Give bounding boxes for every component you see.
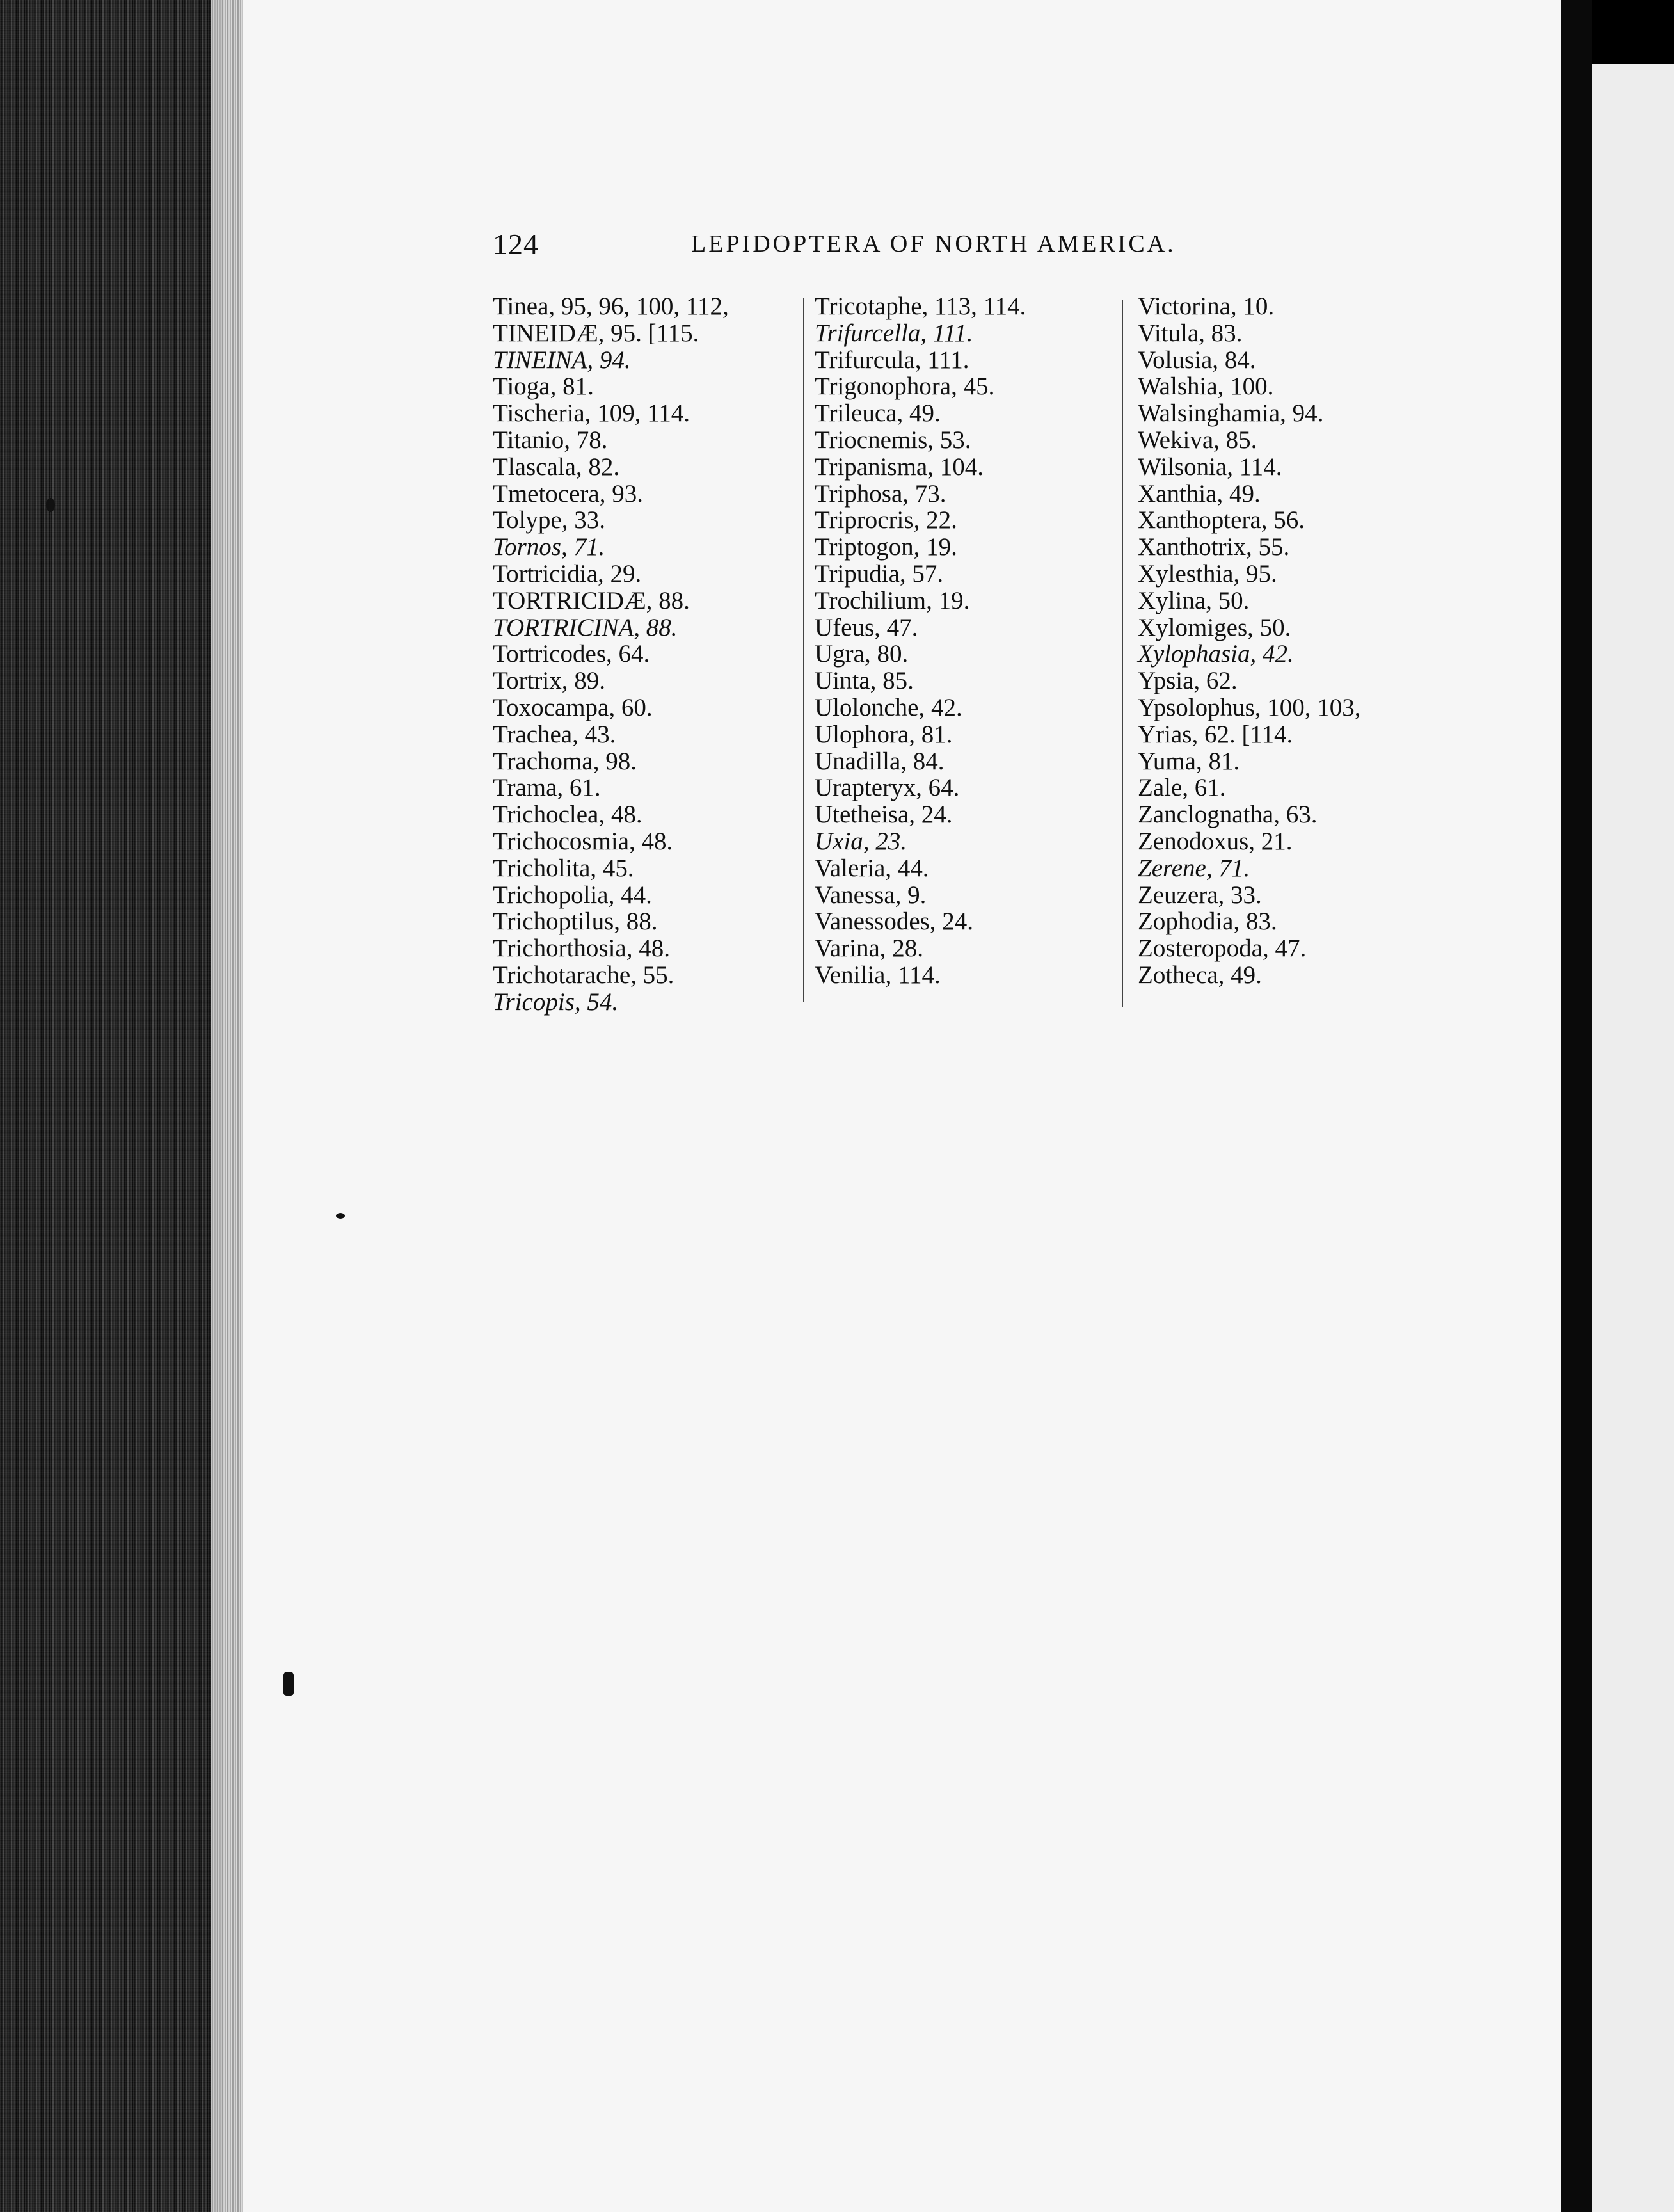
index-entry: Victorina, 10.	[1138, 293, 1275, 320]
index-entry: Uxia, 23.	[815, 827, 907, 855]
index-entry: Titanio, 78.	[493, 426, 608, 454]
page-number: 124	[493, 228, 539, 260]
page-header	[493, 227, 1229, 266]
index-entry: Walshia, 100.	[1138, 373, 1274, 401]
gutter-shadow	[1561, 0, 1592, 2212]
index-entry: Unadilla, 84.	[815, 747, 945, 775]
index-entry: TORTRICINA, 88.	[493, 613, 678, 641]
index-entry: Venilia, 114.	[815, 961, 941, 989]
scan-speck	[336, 1213, 345, 1219]
index-entry: Trifurcella, 111.	[815, 319, 973, 347]
index-entry: Xanthoptera, 56.	[1138, 506, 1305, 534]
index-entry: Zanclognatha, 63.	[1138, 801, 1318, 829]
index-entry: Zophodia, 83.	[1138, 908, 1277, 936]
index-entry: Tioga, 81.	[493, 373, 594, 401]
index-column-1	[493, 293, 800, 1016]
index-entry: Tricholita, 45.	[493, 854, 634, 882]
index-entry: Trachoma, 98.	[493, 747, 637, 775]
index-entry: Tortricodes, 64.	[493, 640, 650, 668]
index-entry: Trochilium, 19.	[815, 586, 970, 614]
index-entry: Tinea, 95, 96, 100, 112,	[493, 293, 729, 320]
index-entry: Ulophora, 81.	[815, 720, 953, 748]
index-entry: TINEIDÆ, 95. [115.	[493, 319, 699, 347]
index-entry: Yrias, 62. [114.	[1138, 720, 1293, 748]
index-entry: Zosteropoda, 47.	[1138, 934, 1307, 963]
index-entry: Wekiva, 85.	[1138, 426, 1257, 454]
index-column-3	[1138, 293, 1426, 989]
index-entry: Zenodoxus, 21.	[1138, 827, 1293, 855]
index-entry: Urapteryx, 64.	[815, 774, 960, 802]
index-entry: Trichotarache, 55.	[493, 961, 674, 989]
index-entry: Tortricidia, 29.	[493, 559, 642, 588]
index-entry: Trichopolia, 44.	[493, 881, 652, 909]
index-entry: Trama, 61.	[493, 774, 601, 802]
index-entry: Trifurcula, 111.	[815, 346, 969, 374]
index-entry: Tripudia, 57.	[815, 559, 944, 588]
column-rule	[803, 298, 804, 1002]
index-entry: Xylesthia, 95.	[1138, 559, 1277, 588]
index-entry: Zotheca, 49.	[1138, 961, 1262, 989]
index-entry: Yuma, 81.	[1138, 747, 1240, 775]
page-edges	[211, 0, 243, 2212]
book-spine	[0, 0, 211, 2212]
index-entry: Vanessa, 9.	[815, 881, 927, 909]
index-entry: TORTRICIDÆ, 88.	[493, 586, 690, 614]
index-entry: Valeria, 44.	[815, 854, 929, 882]
index-entry: Triocnemis, 53.	[815, 426, 971, 454]
index-entry: Trigonophora, 45.	[815, 373, 995, 401]
index-entry: Triprocris, 22.	[815, 506, 957, 534]
index-entry: Tolype, 33.	[493, 506, 605, 534]
index-entry: Ypsolophus, 100, 103,	[1138, 693, 1361, 721]
index-entry: Vanessodes, 24.	[815, 908, 974, 936]
index-entry: Varina, 28.	[815, 934, 924, 963]
index-entry: Wilsonia, 114.	[1138, 453, 1282, 481]
scan-speck	[46, 498, 55, 512]
index-entry: Tlascala, 82.	[493, 453, 620, 481]
index-entry: Xylina, 50.	[1138, 586, 1250, 614]
column-rule	[1122, 300, 1123, 1007]
index-entry: Zeuzera, 33.	[1138, 881, 1262, 909]
running-title: LEPIDOPTERA OF NORTH AMERICA.	[691, 230, 1176, 257]
index-entry: Walsinghamia, 94.	[1138, 399, 1324, 428]
index-entry: Trichoptilus, 88.	[493, 908, 658, 936]
index-entry: Ugra, 80.	[815, 640, 909, 668]
index-entry: Trileuca, 49.	[815, 399, 941, 428]
index-entry: Xylophasia, 42.	[1138, 640, 1294, 668]
index-entry: Triphosa, 73.	[815, 479, 946, 508]
index-entry: Tricotaphe, 113, 114.	[815, 293, 1026, 320]
index-entry: Xanthia, 49.	[1138, 479, 1261, 508]
index-entry: Utetheisa, 24.	[815, 801, 953, 829]
scan-speck	[283, 1672, 294, 1696]
index-entry: Tortrix, 89.	[493, 667, 605, 695]
adjacent-page	[1592, 64, 1674, 2212]
index-entry: TINEINA, 94.	[493, 346, 631, 374]
index-entry: Ulolonche, 42.	[815, 693, 962, 721]
index-column-2	[815, 293, 1122, 989]
index-entry: Trichoclea, 48.	[493, 801, 642, 829]
index-entry: Uinta, 85.	[815, 667, 914, 695]
index-entry: Tischeria, 109, 114.	[493, 399, 690, 428]
index-entry: Ufeus, 47.	[815, 613, 918, 641]
index-entry: Vitula, 83.	[1138, 319, 1243, 347]
index-entry: Zerene, 71.	[1138, 854, 1250, 882]
index-entry: Trichocosmia, 48.	[493, 827, 673, 855]
index-entry: Trachea, 43.	[493, 720, 616, 748]
index-entry: Toxocampa, 60.	[493, 693, 653, 721]
index-entry: Volusia, 84.	[1138, 346, 1256, 374]
index-entry: Zale, 61.	[1138, 774, 1226, 802]
index-entry: Tripanisma, 104.	[815, 453, 984, 481]
index-entry: Triptogon, 19.	[815, 533, 957, 561]
index-entry: Ypsia, 62.	[1138, 667, 1238, 695]
index-entry: Xanthotrix, 55.	[1138, 533, 1290, 561]
index-entry: Xylomiges, 50.	[1138, 613, 1291, 641]
index-entry: Tricopis, 54.	[493, 988, 619, 1016]
index-entry: Tornos, 71.	[493, 533, 605, 561]
index-entry: Trichorthosia, 48.	[493, 934, 670, 963]
index-entry: Tmetocera, 93.	[493, 479, 643, 508]
